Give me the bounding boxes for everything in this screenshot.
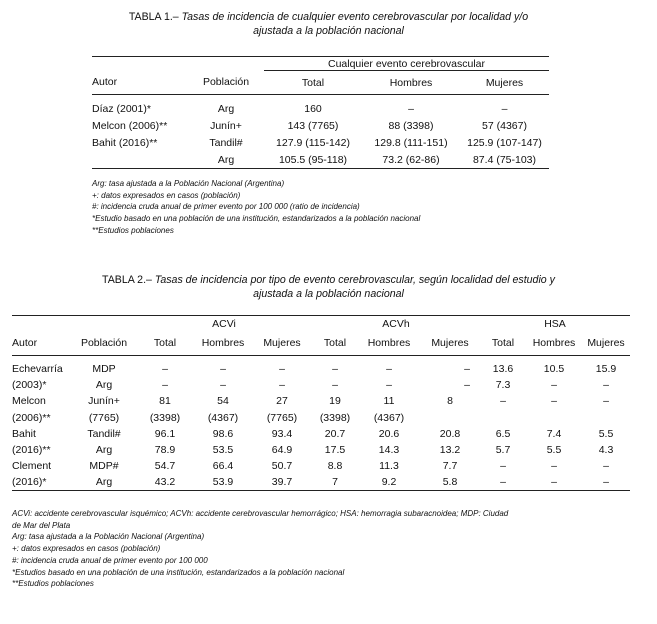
table-cell: – xyxy=(582,475,630,491)
table2-header-hsa-total: Total xyxy=(480,332,526,356)
table-cell: 66.4 xyxy=(212,460,234,473)
table-cell: Clement xyxy=(12,460,52,473)
table-cell: – xyxy=(464,362,470,375)
table-cell: (2016)** xyxy=(12,444,51,457)
table1-title-line2: ajustada a la población nacional xyxy=(253,25,404,37)
table-cell: 7 xyxy=(312,475,358,491)
table-cell: 9.2 xyxy=(358,475,420,491)
table-cell: 7.7 xyxy=(442,460,458,473)
table-cell: – xyxy=(551,378,557,391)
table1-note: Arg: tasa ajustada a la Población Nacional (Argentina) xyxy=(92,179,285,188)
table-cell: 57 (4367) xyxy=(482,120,527,132)
table-cell: 160 xyxy=(304,103,322,115)
table2-note: #: incidencia cruda anual de primer evento por 100 000 xyxy=(12,555,208,565)
table1-caption-line1 xyxy=(0,10,657,24)
table-cell: (3398) xyxy=(319,411,351,424)
table1-header-row xyxy=(92,71,549,95)
table-cell: 50.7 xyxy=(271,460,293,473)
table1-group-header-row xyxy=(92,57,549,71)
table-cell: 11 xyxy=(383,395,395,408)
table-cell: 10.5 xyxy=(543,362,565,375)
table-cell: 13.6 xyxy=(492,362,514,375)
table-cell: Junín+ xyxy=(210,120,242,132)
table-cell: 53.5 xyxy=(212,444,234,457)
table-cell: Díaz (2001)* xyxy=(92,103,151,115)
table-cell: 5.7 xyxy=(495,444,511,457)
table-cell: – xyxy=(501,103,508,115)
table-cell: Junín+ xyxy=(88,395,120,408)
table-row xyxy=(12,426,630,442)
table-cell: 87.4 (75-103) xyxy=(460,152,549,169)
table2-group-acvh: ACVh xyxy=(312,316,480,332)
table1-label: TABLA 1.– xyxy=(128,11,182,23)
table-cell: 7.4 xyxy=(546,427,562,440)
table-cell: – xyxy=(526,475,582,491)
table-cell: 64.9 xyxy=(271,444,293,457)
table-cell: 13.2 xyxy=(439,444,461,457)
table-cell: 6.5 xyxy=(495,427,511,440)
table2-label: TABLA 2.– xyxy=(102,274,155,286)
table-cell: 20.7 xyxy=(324,427,346,440)
table2-header-row xyxy=(12,332,630,356)
table-cell: 125.9 (107-147) xyxy=(467,137,542,149)
table2-notes xyxy=(12,508,508,590)
table2-header-hsa-mujeres: Mujeres xyxy=(582,332,630,356)
table2 xyxy=(12,315,630,491)
table1-title-line1: Tasas de incidencia de cualquier evento cerebrovascular por localidad y/o xyxy=(181,11,529,23)
table-cell: 73.2 (62-86) xyxy=(362,152,460,169)
table2-group-hsa: HSA xyxy=(480,316,630,332)
table-cell xyxy=(526,409,582,425)
table-cell: – xyxy=(162,362,168,375)
table2-header-acvi-mujeres: Mujeres xyxy=(252,332,312,356)
table2-header-autor: Autor xyxy=(12,332,72,356)
table-cell: 93.4 xyxy=(271,427,293,440)
table2-note: **Estudios poblaciones xyxy=(12,579,94,589)
table2-title-line2: ajustada a la población nacional xyxy=(253,288,404,300)
table-cell: 54.7 xyxy=(154,460,176,473)
table-cell: – xyxy=(279,378,285,391)
table1-header-hombres: Hombres xyxy=(362,71,460,95)
table-row xyxy=(12,393,630,409)
table-cell: – xyxy=(500,460,506,473)
table2-caption-line1 xyxy=(0,273,657,287)
table-cell: (3398) xyxy=(149,411,181,424)
table2-title-line1: Tasas de incidencia por tipo de evento cerebrovascular, según localidad del estudio y xyxy=(154,274,555,286)
table-cell: 11.3 xyxy=(379,460,399,473)
table-row xyxy=(12,361,630,377)
table-cell: – xyxy=(220,378,226,391)
table-cell: MDP xyxy=(92,362,116,375)
table2-note: +: datos expresados en casos (población) xyxy=(12,544,161,554)
table-cell: Arg xyxy=(217,103,235,115)
table-cell: – xyxy=(551,395,557,408)
table2-header-acvi-hombres: Hombres xyxy=(194,332,252,356)
table1-group-header: Cualquier evento cerebrovascular xyxy=(264,57,549,71)
table-cell: – xyxy=(220,362,226,375)
table-cell: Bahit (2016)** xyxy=(92,137,158,149)
table-cell: 5.8 xyxy=(420,475,480,491)
table-cell: Echevarría xyxy=(12,362,63,375)
table2-caption xyxy=(0,273,657,301)
table-cell xyxy=(480,409,526,425)
table-cell: Arg xyxy=(95,444,113,457)
table2-header-poblacion: Población xyxy=(72,332,136,356)
table-cell: – xyxy=(332,362,338,375)
table1-header-poblacion: Población xyxy=(188,71,264,95)
table-cell: (2006)** xyxy=(12,411,51,424)
table1-notes xyxy=(92,178,420,237)
table-cell: 81 xyxy=(159,395,171,408)
table1-note: +: datos expresados en casos (población) xyxy=(92,190,241,200)
table-row xyxy=(92,118,549,135)
table-cell: 78.9 xyxy=(154,444,176,457)
table-cell: 5.5 xyxy=(598,427,614,440)
table-cell: 143 (7765) xyxy=(287,120,339,132)
table-cell: 8 xyxy=(447,395,453,408)
table-cell: 127.9 (115-142) xyxy=(276,137,350,149)
table-cell: 39.7 xyxy=(252,475,312,491)
table-row xyxy=(12,458,630,474)
table-cell xyxy=(92,152,188,169)
table-cell: Tandil# xyxy=(87,427,121,440)
table-cell: 17.5 xyxy=(324,444,346,457)
table-cell: Arg xyxy=(72,475,136,491)
table2-header-acvh-hombres: Hombres xyxy=(358,332,420,356)
table-cell: 54 xyxy=(217,395,229,408)
table-cell: 53.9 xyxy=(194,475,252,491)
table1-caption xyxy=(0,10,657,38)
table2-group-header-row xyxy=(12,316,630,332)
table-row xyxy=(12,475,630,491)
table2-header-acvh-total: Total xyxy=(312,332,358,356)
table-row xyxy=(12,442,630,458)
table1-note: #: incidencia cruda anual de primer evento por 100 000 (ratio de incidencia) xyxy=(92,202,360,212)
table1-note: **Estudios poblaciones xyxy=(92,225,174,235)
table-cell xyxy=(420,409,480,425)
table-cell: – xyxy=(480,475,526,491)
table-cell: 20.8 xyxy=(439,427,461,440)
table-cell: 14.3 xyxy=(378,444,400,457)
table-cell: 8.8 xyxy=(327,460,343,473)
table2-note: ACVi: accidente cerebrovascular isquémico; ACVh: accidente cerebrovascular hemorrágico; HSA: hemorragia subaracnoidea; MDP: Ciudad xyxy=(12,509,509,518)
table-row xyxy=(92,135,549,152)
table-cell: Arg xyxy=(95,378,113,391)
table-cell: Bahit xyxy=(12,427,36,440)
table-row xyxy=(12,377,630,393)
table-cell: 19 xyxy=(329,395,341,408)
table-cell: – xyxy=(603,460,609,473)
table-cell: (7765) xyxy=(88,411,120,424)
table-cell: (2016)* xyxy=(12,475,72,491)
table-cell xyxy=(582,409,630,425)
table1 xyxy=(92,56,549,169)
table-cell: – xyxy=(162,378,168,391)
table1-note: *Estudio basado en una población de una institución, estandarizados a la población nacional xyxy=(92,214,421,224)
table2-header-hsa-hombres: Hombres xyxy=(526,332,582,356)
table-row xyxy=(12,409,630,425)
table-cell: (7765) xyxy=(266,411,298,424)
table-cell: – xyxy=(603,395,609,408)
table-cell: 98.6 xyxy=(212,427,234,440)
table1-header-total: Total xyxy=(264,71,362,95)
table2-header-acvi-total: Total xyxy=(136,332,194,356)
table-cell: – xyxy=(279,362,285,375)
table2-note: *Estudios basado en una población de una institución, estandarizados a la población nacional xyxy=(12,567,345,577)
table-cell: Melcon xyxy=(12,395,46,408)
table-cell: 5.5 xyxy=(546,444,562,457)
table-cell: 7.3 xyxy=(495,378,511,391)
table-cell: MDP# xyxy=(89,460,119,473)
table-cell: Tandil# xyxy=(209,137,243,149)
table-cell: Melcon (2006)** xyxy=(92,120,168,132)
table-row xyxy=(92,152,549,169)
table-cell: – xyxy=(551,460,557,473)
table2-note: de Mar del Plata xyxy=(12,520,71,530)
table1-header-mujeres: Mujeres xyxy=(460,71,549,95)
table-cell: 105.5 (95-118) xyxy=(264,152,362,169)
table-cell: 4.3 xyxy=(598,444,614,457)
table-cell: 20.6 xyxy=(378,427,400,440)
table2-group-acvi: ACVi xyxy=(136,316,312,332)
table-cell: – xyxy=(603,378,609,391)
table2-note: Arg: tasa ajustada a la Población Nacional (Argentina) xyxy=(12,532,205,542)
table-cell: 15.9 xyxy=(595,362,617,375)
table-cell: – xyxy=(464,378,470,391)
table-cell: 43.2 xyxy=(136,475,194,491)
table-cell: – xyxy=(386,378,392,391)
table-cell: (2003)* xyxy=(12,378,47,391)
table-cell: (4367) xyxy=(207,411,239,424)
table-cell: 96.1 xyxy=(154,427,176,440)
table-cell: 27 xyxy=(276,395,288,408)
table-cell: Arg xyxy=(188,152,264,169)
table2-header-acvh-mujeres: Mujeres xyxy=(420,332,480,356)
table-cell: 88 (3398) xyxy=(388,120,434,132)
table-cell: – xyxy=(332,378,338,391)
table-cell: – xyxy=(500,395,506,408)
table-cell: – xyxy=(386,362,392,375)
table1-header-autor: Autor xyxy=(92,71,188,95)
table-cell: – xyxy=(408,103,414,115)
table-cell: 129.8 (111-151) xyxy=(374,137,448,149)
table-row xyxy=(92,101,549,118)
table-cell: (4367) xyxy=(373,411,405,424)
